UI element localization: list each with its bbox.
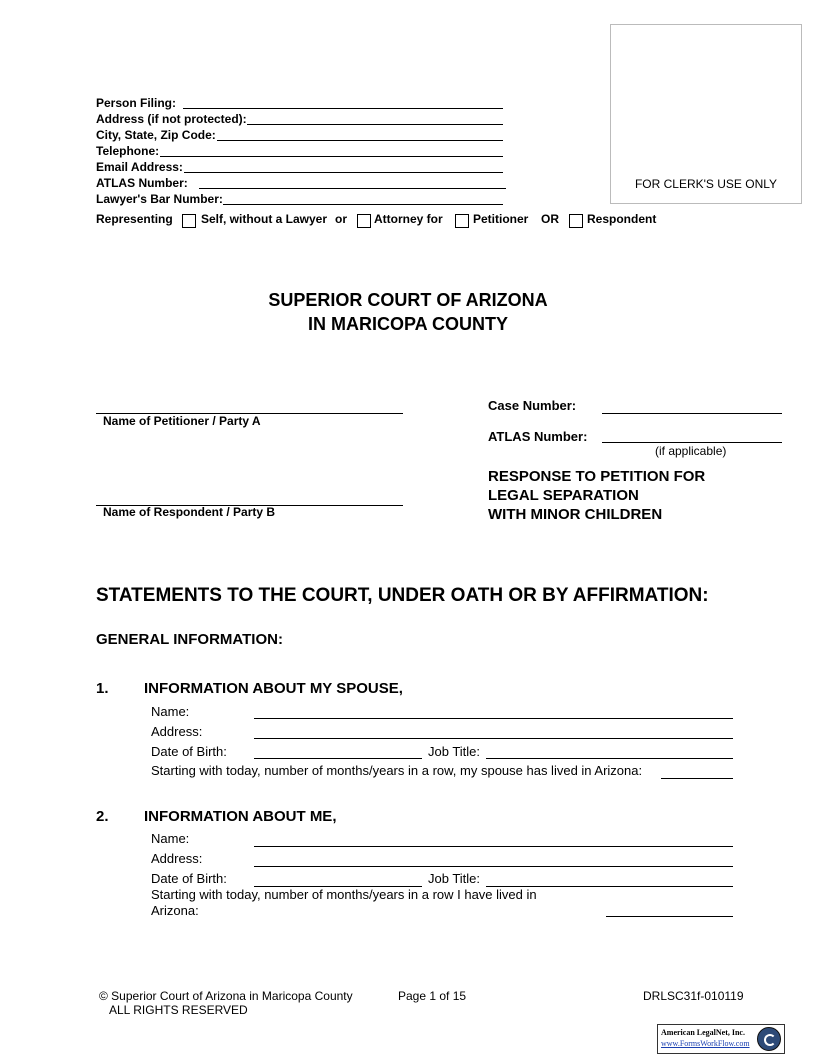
spouse-residency-line[interactable] xyxy=(661,778,733,779)
atlas-number-line[interactable] xyxy=(199,188,506,189)
or-label: or xyxy=(335,212,347,226)
person-filing-label: Person Filing: xyxy=(96,96,177,110)
footer-page-number: Page 1 of 15 xyxy=(398,989,467,1003)
section1-title: INFORMATION ABOUT MY SPOUSE, xyxy=(144,680,403,697)
telephone-label: Telephone: xyxy=(96,144,160,158)
clerks-use-label: FOR CLERK'S USE ONLY xyxy=(634,177,778,191)
spouse-address-line[interactable] xyxy=(254,738,733,739)
case-number-line[interactable] xyxy=(602,413,782,414)
attorney-for-label: Attorney for xyxy=(374,212,443,226)
spouse-dob-label: Date of Birth: xyxy=(151,744,227,759)
address-line[interactable] xyxy=(247,124,503,125)
footer-copyright: © Superior Court of Arizona in Maricopa County xyxy=(99,989,353,1003)
my-address-line[interactable] xyxy=(254,866,733,867)
my-residency-line[interactable] xyxy=(606,916,733,917)
footer-rights: ALL RIGHTS RESERVED xyxy=(109,1003,248,1017)
bar-number-line[interactable] xyxy=(223,204,503,205)
my-dob-label: Date of Birth: xyxy=(151,871,227,886)
logo-seal-icon xyxy=(757,1027,781,1051)
city-state-zip-label: City, State, Zip Code: xyxy=(96,128,216,142)
or-upper-label: OR xyxy=(541,212,559,226)
caption-atlas-line[interactable] xyxy=(602,442,782,443)
petitioner-checkbox[interactable] xyxy=(455,214,469,228)
logo-url-link[interactable]: www.FormsWorkFlow.com xyxy=(661,1039,750,1048)
respondent-checkbox[interactable] xyxy=(569,214,583,228)
address-label: Address (if not protected): xyxy=(96,112,247,126)
if-applicable-note: (if applicable) xyxy=(655,444,727,458)
my-address-label: Address: xyxy=(151,851,203,866)
bar-number-label: Lawyer's Bar Number: xyxy=(96,192,223,206)
section1-number: 1. xyxy=(96,680,109,697)
document-title-line1: RESPONSE TO PETITION FOR xyxy=(488,468,706,485)
my-name-line[interactable] xyxy=(254,846,733,847)
respondent-label: Respondent xyxy=(587,212,657,226)
petitioner-label: Petitioner xyxy=(473,212,529,226)
petitioner-name-label: Name of Petitioner / Party A xyxy=(103,414,261,428)
general-info-heading: GENERAL INFORMATION: xyxy=(96,631,283,648)
spouse-residency-label: Starting with today, number of months/years in a row, my spouse has lived in Arizona: xyxy=(151,763,643,778)
footer-form-code: DRLSC31f-010119 xyxy=(643,989,744,1003)
spouse-name-label: Name: xyxy=(151,704,190,719)
person-filing-line[interactable] xyxy=(183,108,503,109)
my-name-label: Name: xyxy=(151,831,190,846)
spouse-job-line[interactable] xyxy=(486,758,733,759)
spouse-job-label: Job Title: xyxy=(428,744,481,759)
american-legalnet-logo[interactable] xyxy=(657,1024,785,1054)
section2-number: 2. xyxy=(96,808,109,825)
logo-company-name: American LegalNet, Inc. xyxy=(661,1028,745,1037)
case-number-label: Case Number: xyxy=(488,398,577,413)
section2-title: INFORMATION ABOUT ME, xyxy=(144,808,337,825)
attorney-checkbox[interactable] xyxy=(357,214,371,228)
statements-heading: STATEMENTS TO THE COURT, UNDER OATH OR BY AFFIRMATION: xyxy=(96,585,709,606)
my-job-label: Job Title: xyxy=(428,871,481,886)
court-title-line2: IN MARICOPA COUNTY xyxy=(308,314,508,334)
self-checkbox[interactable] xyxy=(182,214,196,228)
telephone-line[interactable] xyxy=(160,156,503,157)
email-line[interactable] xyxy=(184,172,503,173)
spouse-address-label: Address: xyxy=(151,724,203,739)
spouse-name-line[interactable] xyxy=(254,718,733,719)
document-title-line3: WITH MINOR CHILDREN xyxy=(488,506,663,523)
representing-label: Representing xyxy=(96,212,173,226)
document-title-line2: LEGAL SEPARATION xyxy=(488,487,639,504)
atlas-number-label: ATLAS Number: xyxy=(96,176,188,190)
document-title xyxy=(488,467,705,524)
self-label: Self, without a Lawyer xyxy=(201,212,328,226)
my-residency-label-line2: Arizona: xyxy=(151,903,199,918)
court-title-line1: SUPERIOR COURT OF ARIZONA xyxy=(268,290,548,310)
email-label: Email Address: xyxy=(96,160,183,174)
my-residency-label-line1: Starting with today, number of months/years in a row I have lived in xyxy=(151,887,537,902)
spouse-dob-line[interactable] xyxy=(254,758,422,759)
clerks-use-box xyxy=(610,24,802,204)
city-state-zip-line[interactable] xyxy=(217,140,503,141)
respondent-name-label: Name of Respondent / Party B xyxy=(103,505,276,519)
caption-atlas-label: ATLAS Number: xyxy=(488,429,588,444)
